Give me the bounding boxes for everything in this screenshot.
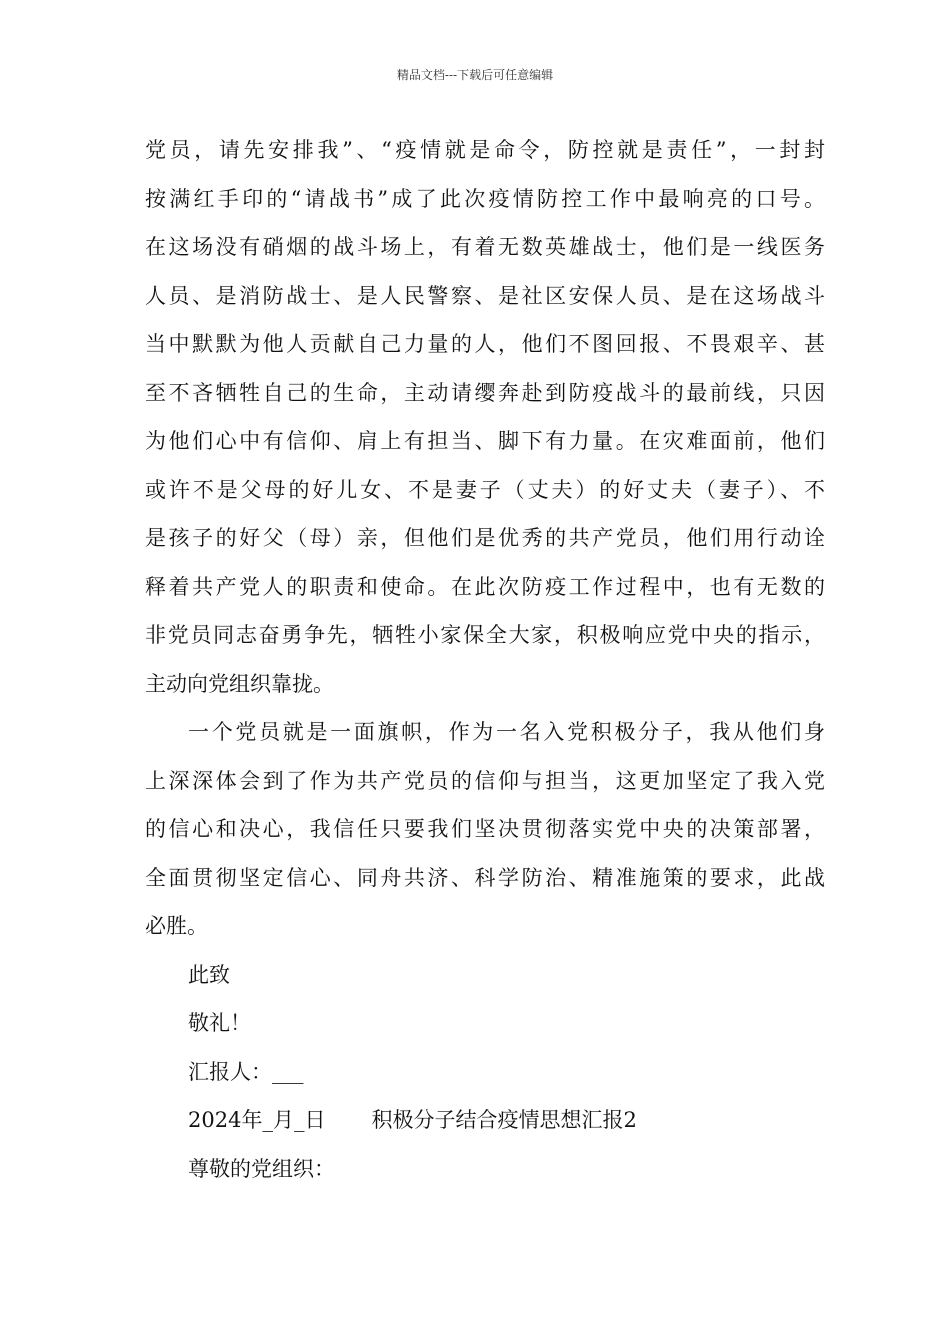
text-line: 党员，请先安排我”、“疫情就是命令，防控就是责任”，一封封	[145, 138, 825, 162]
text-line: 非党员同志奋勇争先，牺牲小家保全大家，积极响应党中央的指示，	[145, 623, 825, 647]
text-line: 至不吝牺牲自己的生命，主动请缨奔赴到防疫战斗的最前线，只因	[145, 380, 825, 405]
document-body	[145, 126, 825, 1193]
text-line: 一个党员就是一面旗帜，作为一名入党积极分子，我从他们身	[188, 720, 825, 744]
salutation: 此致	[188, 962, 230, 987]
text-line: 是孩子的好父（母）亲，但他们是优秀的共产党员，他们用行动诠	[145, 526, 825, 550]
text-line: 的信心和决心，我信任只要我们坚决贯彻落实党中央的决策部署，	[145, 817, 825, 841]
paragraph-1	[145, 126, 825, 708]
text-line: 主动向党组织靠拢。	[145, 671, 334, 696]
text-line: 在这场没有硝烟的战斗场上，有着无数英雄战士，他们是一线医务	[145, 235, 825, 259]
text-line: 或许不是父母的好儿女、不是妻子（丈夫）的好丈夫（妻子）、不	[145, 477, 825, 502]
text-line: 全面贯彻坚定信心、同舟共济、科学防治、精准施策的要求，此战	[145, 865, 825, 890]
text-line: 必胜。	[145, 914, 208, 938]
regards: 敬礼！	[188, 1011, 251, 1035]
text-line: 释着共产党人的职责和使命。在此次防疫工作过程中，也有无数的	[145, 574, 825, 599]
paragraph-2	[145, 708, 825, 951]
closing-section	[145, 951, 825, 1194]
text-line: 人员、是消防战士、是人民警察、是社区安保人员、是在这场战斗	[145, 283, 825, 308]
next-report-title: 积极分子结合疫情思想汇报2	[371, 1108, 637, 1132]
text-line: 当中默默为他人贡献自己力量的人，他们不图回报、不畏艰辛、甚	[145, 332, 825, 356]
text-line: 按满红手印的“请战书”成了此次疫情防控工作中最响亮的口号。	[145, 186, 825, 211]
report-date: 2024年_月_日	[188, 1108, 326, 1132]
page-header: 精品文档---下载后可任意编辑	[396, 68, 554, 82]
date-title-line	[145, 1096, 825, 1145]
reporter-line: 汇报人：___	[188, 1059, 304, 1084]
greeting: 尊敬的党组织：	[188, 1156, 335, 1181]
text-line: 上深深体会到了作为共产党员的信仰与担当，这更加坚定了我入党	[145, 768, 825, 793]
text-line: 为他们心中有信仰、肩上有担当、脚下有力量。在灾难面前，他们	[145, 429, 825, 453]
